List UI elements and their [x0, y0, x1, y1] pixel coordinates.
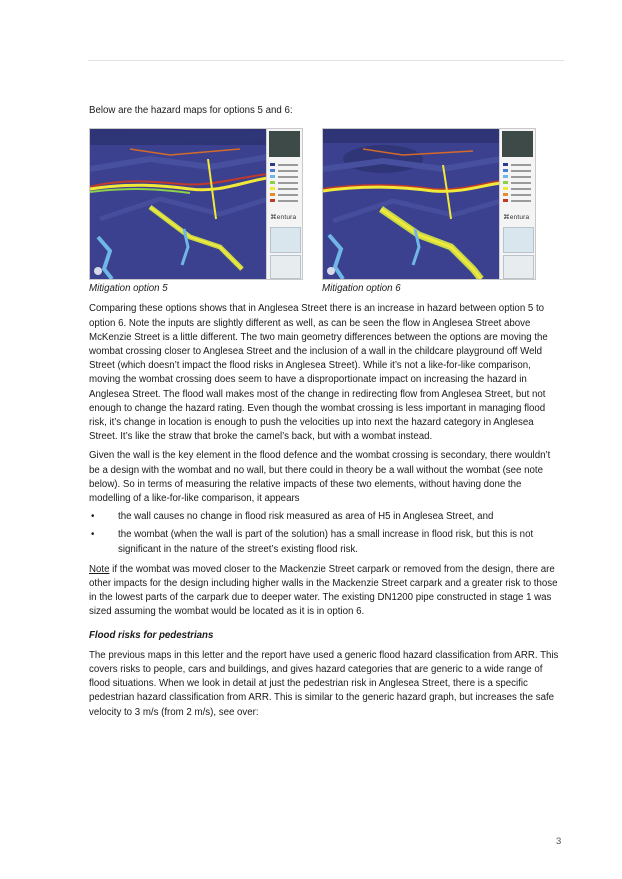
hazard-map-image: [89, 128, 303, 280]
location-inset-secondary: [270, 255, 301, 279]
entura-logo-icon: ⌘entura: [270, 214, 297, 222]
note-label: Note: [89, 563, 110, 575]
caption-option-5: Mitigation option 5: [89, 283, 168, 295]
hazard-map-image: [322, 128, 536, 280]
note-text: if the wombat was moved closer to the Mackenzie Street carpark or removed from the design, there are other impacts for the design including higher walls in the Mackenzie Street carpark and a greater risk to those in the lowest parts of the carpark due to deeper water. The existing DN1200 pipe constructed in stage 1 was sized assuming the wombat would be located as it is in option 6.: [89, 563, 558, 618]
map-option-6: [322, 128, 536, 280]
map-legend-icon: [499, 129, 535, 279]
page-number: 3: [556, 836, 562, 847]
bullet-text: the wombat (when the wall is part of the solution) has a small increase in flood risk, but this is not significant in the nature of the street’s existing flood risk.: [118, 529, 534, 555]
body-text: [89, 104, 561, 720]
list-item: [89, 510, 561, 524]
location-inset-icon: [503, 227, 534, 253]
header-rule: [88, 60, 564, 61]
location-inset-secondary: [503, 255, 534, 279]
caption-option-6: Mitigation option 6: [322, 283, 401, 295]
intro-line: Below are the hazard maps for options 5 and 6:: [89, 105, 293, 116]
paragraph-pedestrian: The previous maps in this letter and the report have used a generic flood hazard classification from ARR. This covers risks to people, cars and buildings, and gives hazard categories that are generic to a wide range of flood situations. When we look in detail at just the pedestrian risk in Anglesea Street, there is a specific pedestrian hazard classification from ARR. This is similar to the generic hazard graph, but increases the safe velocity to 3 m/s (from 2 m/s), see over:: [89, 649, 559, 718]
hazard-maps: [89, 128, 536, 280]
paragraph-wall-wombat: Given the wall is the key element in the flood defence and the wombat crossing is secondary, there wouldn’t be a design with the wombat and no wall, but there could in theory be a wall without the wombat (see note below). So in terms of measuring the relative impacts of these two elements, without having done the modelling of a like-for-like comparison, it appears: [89, 450, 551, 505]
bullet-icon: •: [91, 511, 95, 523]
map-option-5: [89, 128, 303, 280]
bullet-icon: •: [91, 529, 95, 541]
map-legend-icon: [266, 129, 302, 279]
paragraph-comparison: Comparing these options shows that in Anglesea Street there is an increase in hazard between option 5 to option 6. Note the inputs are slightly different as well, as can be seen the flow in Anglesea Street above McKenzie Street is a little different. The two main geometry differences between the options are moving the wombat crossing closer to Anglesea Street and the inclusion of a wall in the childcare playground off Weld Street (which doesn’t impact the flood risks in Anglesea Street). While it’s not a like-for-like comparison, moving the wombat crossing does seem to have a disproportionate impact on increasing the hazard in Anglesea Street. The flood wall makes most of the change in redirecting flow from Anglesea Street, but not enough to change the hazard rating. Even though the wombat crossing is less important in managing flood risk, it’s change in location is enough to push the velocities up into next the hazard category in Anglesea Street. It’s like the straw that broke the camel’s back, but with a wombat instead.: [89, 303, 548, 443]
map-captions: [89, 282, 536, 296]
paragraph-note: [89, 563, 561, 620]
hazard-map-graphic: [323, 129, 501, 279]
section-heading: Flood risks for pedestrians: [89, 629, 214, 641]
bullet-list: [89, 510, 561, 557]
entura-logo-icon: ⌘entura: [503, 214, 530, 222]
list-item: [89, 528, 561, 556]
location-inset-icon: [270, 227, 301, 253]
bullet-text: the wall causes no change in flood risk measured as area of H5 in Anglesea Street, and: [118, 511, 494, 523]
hazard-map-graphic: [90, 129, 268, 279]
